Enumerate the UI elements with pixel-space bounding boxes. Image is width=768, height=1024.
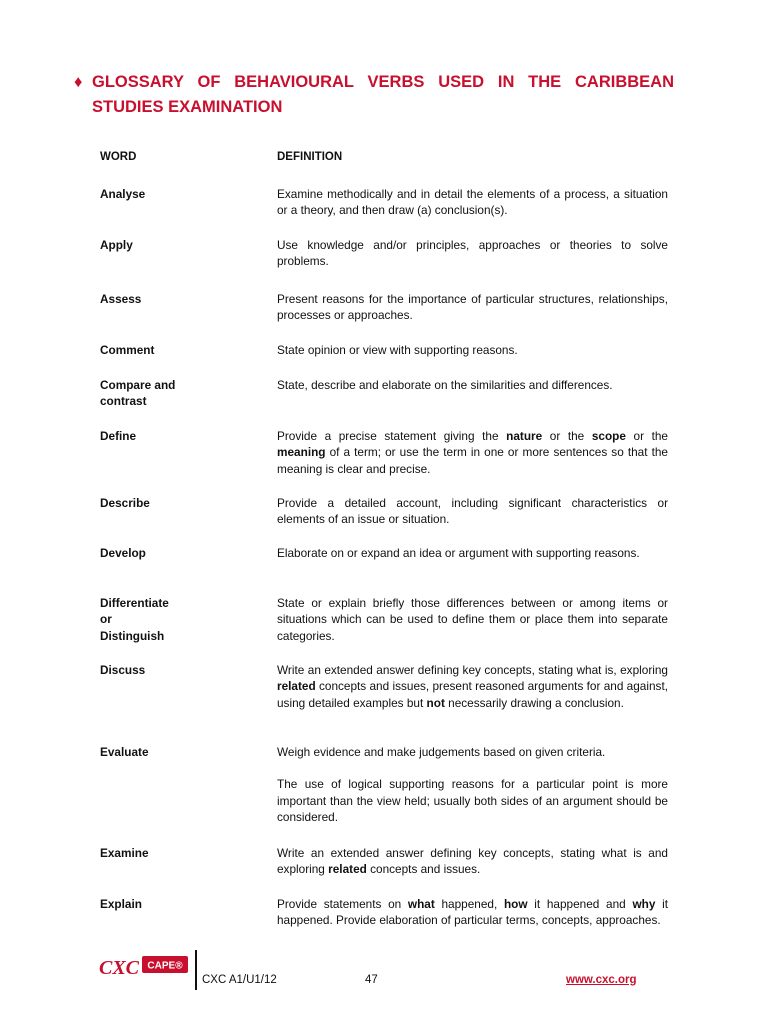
glossary-term bbox=[100, 744, 265, 760]
footer-divider bbox=[195, 950, 197, 990]
glossary-term bbox=[100, 662, 265, 678]
glossary-definition bbox=[277, 662, 668, 711]
emphasis-text: why bbox=[632, 897, 656, 911]
website-link[interactable]: www.cxc.org bbox=[566, 974, 637, 986]
definition-paragraph bbox=[277, 545, 668, 561]
glossary-term bbox=[100, 342, 265, 358]
glossary-term bbox=[100, 545, 265, 561]
heading-word: USED bbox=[438, 73, 485, 91]
glossary-definition bbox=[277, 896, 668, 929]
term-line: Differentiate bbox=[100, 596, 169, 610]
definition-text: Provide a precise statement giving the bbox=[277, 429, 507, 443]
glossary-definition bbox=[277, 545, 668, 561]
definition-paragraph bbox=[277, 495, 668, 528]
term-line: contrast bbox=[100, 394, 147, 409]
cxc-cape-logo-icon bbox=[98, 952, 190, 984]
definition-text: concepts and issues, present reasoned arguments for and against, using detailed examples but bbox=[277, 679, 668, 710]
definition-paragraph bbox=[277, 662, 668, 711]
definition-paragraph bbox=[277, 744, 668, 760]
definition-text: State or explain briefly those differences between or among items or situations which can be used to define them or place them into separate categories. bbox=[277, 596, 668, 643]
heading-word: GLOSSARY bbox=[92, 73, 184, 91]
heading-line-1 bbox=[92, 70, 674, 95]
term-line: or bbox=[100, 612, 112, 627]
definition-paragraph bbox=[277, 428, 668, 477]
definition-paragraph bbox=[277, 237, 668, 270]
glossary-term bbox=[100, 845, 265, 861]
definition-paragraph bbox=[277, 291, 668, 324]
cape-label: CAPE® bbox=[147, 960, 183, 972]
definition-paragraph bbox=[277, 342, 668, 358]
definition-text: Use knowledge and/or principles, approaches or theories to solve problems. bbox=[277, 238, 668, 269]
definition-text: concepts and issues. bbox=[366, 862, 481, 877]
definition-text: necessarily drawing a conclusion. bbox=[444, 695, 624, 710]
heading-word: VERBS bbox=[367, 73, 425, 91]
term-line: Examine bbox=[100, 846, 149, 860]
term-line: Define bbox=[100, 429, 137, 443]
term-line: Comment bbox=[100, 343, 155, 357]
glossary-term bbox=[100, 595, 265, 644]
definition-text: Provide a detailed account, including significant characteristics or elements of an issue or situation. bbox=[277, 496, 668, 527]
footer-document-code: CXC A1/U1/12 bbox=[202, 974, 277, 986]
definition-text: it happened and bbox=[527, 897, 633, 911]
term-line: Describe bbox=[100, 496, 150, 510]
term-line: Explain bbox=[100, 897, 142, 911]
definition-paragraph bbox=[277, 595, 668, 644]
heading-line-2: STUDIES EXAMINATION bbox=[92, 98, 283, 116]
emphasis-text: related bbox=[277, 679, 316, 694]
definition-text: Write an extended answer defining key concepts, stating what is, exploring bbox=[277, 663, 668, 677]
term-line: Assess bbox=[100, 292, 142, 306]
glossary-term bbox=[100, 186, 265, 202]
definition-text: or the bbox=[542, 429, 592, 443]
term-line: Analyse bbox=[100, 187, 146, 201]
diamond-bullet-icon: ♦ bbox=[74, 73, 83, 91]
emphasis-text: nature bbox=[506, 429, 543, 443]
heading-word: OF bbox=[197, 73, 221, 91]
definition-text: it happened. Provide elaboration of particular terms, concepts, approaches. bbox=[277, 897, 668, 928]
definition-text: The use of logical supporting reasons for a particular point is more important than the view held; usually both sides of an argument should be considered. bbox=[277, 777, 668, 824]
heading-word: THE bbox=[528, 73, 562, 91]
glossary-term bbox=[100, 896, 265, 912]
emphasis-text: meaning bbox=[277, 445, 326, 460]
glossary-term bbox=[100, 495, 265, 511]
emphasis-text: scope bbox=[591, 429, 626, 443]
definition-text: State, describe and elaborate on the similarities and differences. bbox=[277, 378, 613, 392]
glossary-definition bbox=[277, 744, 668, 825]
emphasis-text: what bbox=[407, 897, 435, 911]
column-header-word: WORD bbox=[100, 151, 137, 163]
column-header-definition: DEFINITION bbox=[277, 151, 343, 163]
definition-paragraph bbox=[277, 776, 668, 825]
glossary-definition bbox=[277, 342, 668, 358]
definition-text: Elaborate on or expand an idea or argument with supporting reasons. bbox=[277, 546, 640, 560]
cxc-logo-text: CXC bbox=[99, 957, 140, 979]
term-line: Develop bbox=[100, 546, 146, 560]
definition-text: Present reasons for the importance of particular structures, relationships, processes or approaches. bbox=[277, 292, 668, 323]
glossary-term bbox=[100, 291, 265, 307]
definition-text: State opinion or view with supporting reasons. bbox=[277, 343, 518, 357]
term-line: Evaluate bbox=[100, 745, 149, 759]
glossary-definition bbox=[277, 428, 668, 477]
term-line: Apply bbox=[100, 238, 133, 252]
heading-word: BEHAVIOURAL bbox=[234, 73, 354, 91]
heading-word: CARIBBEAN bbox=[574, 73, 674, 91]
glossary-definition bbox=[277, 495, 668, 528]
definition-paragraph bbox=[277, 896, 668, 929]
definition-paragraph bbox=[277, 186, 668, 219]
glossary-definition bbox=[277, 237, 668, 270]
glossary-term bbox=[100, 377, 265, 410]
emphasis-text: related bbox=[328, 862, 367, 877]
glossary-definition bbox=[277, 595, 668, 644]
page-number: 47 bbox=[365, 974, 378, 986]
emphasis-text: how bbox=[503, 897, 528, 911]
heading-word: IN bbox=[497, 73, 515, 91]
glossary-term bbox=[100, 237, 265, 253]
term-line: Distinguish bbox=[100, 628, 165, 643]
definition-text: Provide statements on bbox=[277, 897, 408, 911]
definition-text: or the bbox=[625, 429, 668, 443]
definition-paragraph bbox=[277, 845, 668, 878]
definition-text: Write an extended answer defining key concepts, stating what is and exploring bbox=[277, 846, 668, 877]
definition-text: happened, bbox=[434, 897, 504, 911]
glossary-definition bbox=[277, 291, 668, 324]
glossary-definition bbox=[277, 186, 668, 219]
definition-text: Examine methodically and in detail the elements of a process, a situation or a theory, and then draw (a) conclusion(s). bbox=[277, 187, 668, 218]
term-line: Compare and bbox=[100, 378, 176, 392]
definition-text: Weigh evidence and make judgements based on given criteria. bbox=[277, 745, 606, 759]
glossary-term bbox=[100, 428, 265, 444]
glossary-definition bbox=[277, 377, 668, 393]
definition-text: of a term; or use the term in one or more sentences so that the meaning is clear and precise. bbox=[277, 445, 668, 476]
emphasis-text: not bbox=[426, 695, 445, 710]
term-line: Discuss bbox=[100, 663, 146, 677]
glossary-definition bbox=[277, 845, 668, 878]
definition-paragraph bbox=[277, 377, 668, 393]
